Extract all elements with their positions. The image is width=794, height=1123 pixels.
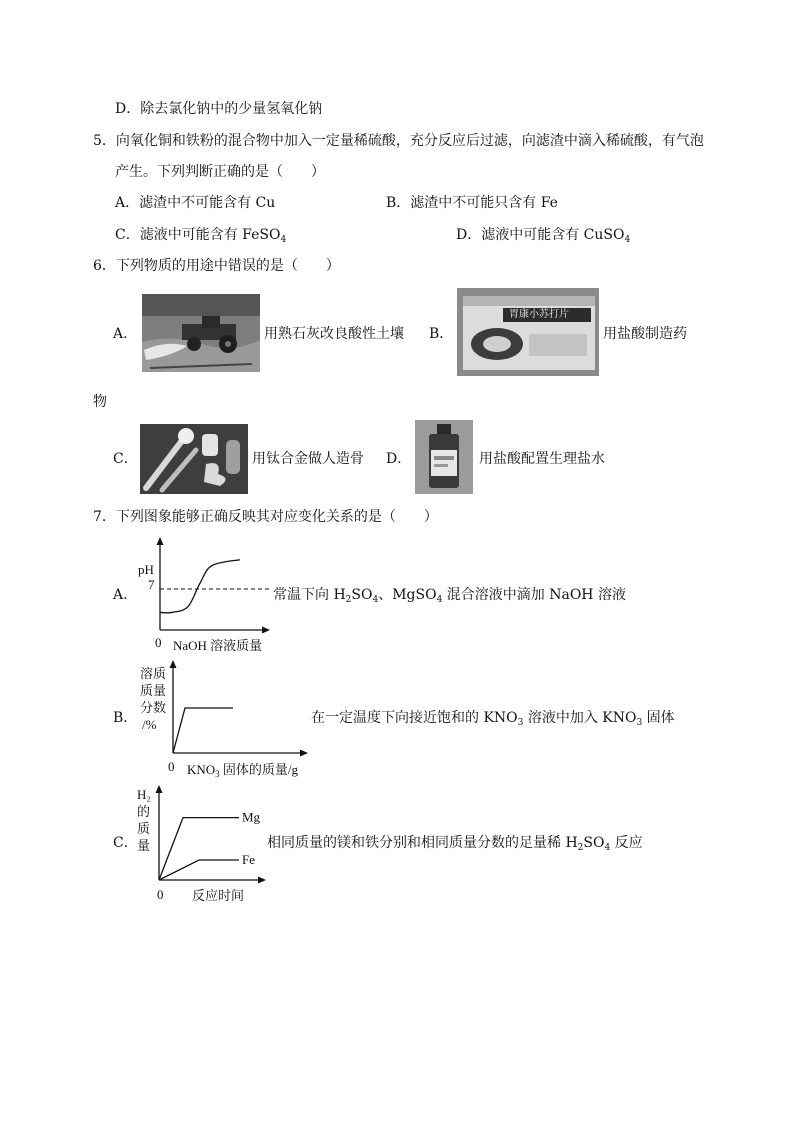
medicine-box-photo	[457, 288, 599, 376]
x-axis-arrow	[258, 877, 266, 884]
q7-c-text: 相同质量的镁和铁分别和相同质量分数的足量稀 $H_2SO_4$ 反应	[267, 835, 643, 853]
series-label-mg: Mg	[242, 809, 261, 825]
y-label-line4: /%	[142, 717, 157, 732]
y-axis-label: pH	[138, 562, 154, 577]
q5-stem-line2: 产生。下列判断正确的是（ ）	[115, 164, 325, 180]
y-axis-arrow	[157, 537, 164, 545]
series-line-0	[160, 560, 240, 613]
y-label-line2: 的	[137, 804, 151, 819]
x-axis-label: 反应时间	[192, 888, 245, 903]
y-label-line3: 分数	[140, 700, 167, 715]
x-axis-label: NaOH 溶液质量	[173, 638, 263, 653]
y-label-line4: 量	[137, 838, 151, 853]
q6-a-text: 用熟石灰改良酸性土壤	[264, 326, 404, 342]
x-axis-arrow	[262, 627, 270, 634]
q5-option-d: D．滤液中可能含有 CuSO$_4$	[456, 227, 631, 245]
q7-c-label: C．	[113, 835, 138, 851]
origin-label: 0	[155, 635, 162, 650]
q4-option-d: D．除去氯化钠中的少量氢氧化钠	[115, 101, 323, 117]
ph-curve-graph	[135, 533, 275, 657]
y-label-line2: 质量	[140, 683, 167, 698]
q7-a-text: 常温下向 $H_2SO_4$、MgSO$_4$ 混合溶液中滴加 NaOH 溶液	[273, 587, 626, 605]
q5-stem-line1: 5．向氧化铜和铁粉的混合物中加入一定量稀硫酸，充分反应后过滤，向滤渣中滴入稀硫酸，有气泡	[93, 133, 704, 149]
y-axis-arrow	[156, 785, 163, 793]
q6-c-text: 用钛合金做人造骨	[252, 451, 364, 467]
solute-fraction-graph	[135, 658, 310, 780]
y-marker-label: 7	[148, 577, 155, 592]
hydrogen-mass-graph	[135, 783, 270, 905]
q5-option-b: B．滤渣中不可能只含有 Fe	[386, 195, 558, 211]
q6-stem: 6．下列物质的用途中错误的是（ ）	[93, 258, 340, 274]
origin-label: 0	[157, 887, 164, 902]
q6-b-text-wrap: 物	[93, 394, 107, 410]
q7-b-text: 在一定温度下向接近饱和的 $KNO_3$ 溶液中加入 $KNO_3$ 固体	[311, 710, 675, 728]
medicine-box-text: 胃康小苏打片	[509, 309, 569, 320]
q6-c-label: C．	[113, 451, 138, 467]
x-axis-arrow	[300, 750, 308, 757]
q6-b-label: B．	[429, 326, 454, 342]
x-axis-label: $KNO_3$ 固体的质量/g	[187, 762, 299, 779]
saline-bottle-photo	[415, 420, 473, 494]
q6-d-label: D．	[386, 451, 412, 467]
q5-option-c: C．滤液中可能含有 FeSO$_4$	[115, 227, 287, 245]
q7-stem: 7．下列图象能够正确反映其对应变化关系的是（ ）	[93, 509, 438, 525]
tractor-field-photo	[142, 294, 260, 372]
q7-b-label: B．	[113, 710, 138, 726]
series-label-fe: Fe	[242, 852, 255, 867]
series-line-fe	[159, 860, 239, 880]
y-label-line1: H₂	[137, 787, 151, 802]
y-label-line3: 质	[137, 821, 151, 836]
q6-a-label: A．	[113, 326, 138, 342]
origin-label: 0	[168, 759, 175, 774]
q6-b-text: 用盐酸制造药	[603, 326, 687, 342]
y-label-line1: 溶质	[140, 666, 167, 681]
series-line-0	[173, 708, 233, 753]
q7-a-label: A．	[113, 587, 138, 603]
q6-d-text: 用盐酸配置生理盐水	[479, 451, 605, 467]
series-line-mg	[159, 818, 239, 880]
titanium-bones-photo	[140, 424, 248, 494]
q5-option-a: A．滤渣中不可能含有 Cu	[115, 195, 276, 211]
y-axis-arrow	[170, 660, 177, 668]
